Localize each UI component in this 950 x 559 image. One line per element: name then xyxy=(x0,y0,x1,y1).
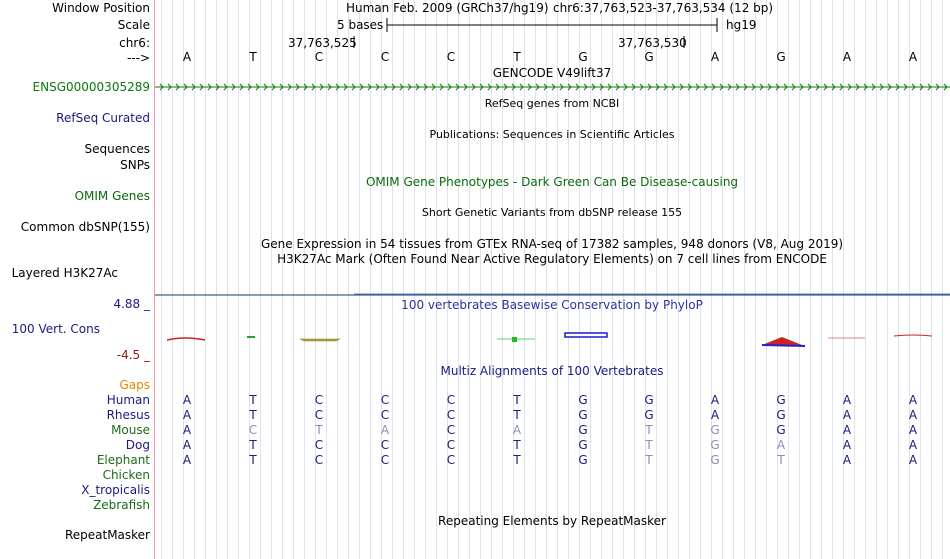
alignment-base: C xyxy=(446,438,456,452)
species-label[interactable]: Chicken xyxy=(102,468,150,482)
alignment-base: A xyxy=(182,393,192,407)
chromosome-label: chr6: xyxy=(119,36,150,50)
alignment-base: C xyxy=(446,393,456,407)
alignment-base: C xyxy=(314,408,324,422)
alignment-base: T xyxy=(777,453,785,467)
omim-track-title[interactable]: OMIM Gene Phenotypes - Dark Green Can Be Disease-causing xyxy=(365,175,739,189)
phylop-mark-10 xyxy=(894,335,932,336)
reference-base: C xyxy=(446,50,456,64)
sequences-track-label[interactable]: Sequences xyxy=(84,142,150,156)
phylop-mark-5 xyxy=(512,337,517,342)
alignment-base: G xyxy=(644,408,654,422)
species-label[interactable]: Zebrafish xyxy=(93,498,150,512)
alignment-base: A xyxy=(842,453,852,467)
gene-id-label[interactable]: ENSG00000305289 xyxy=(32,80,150,94)
reference-base: A xyxy=(710,50,720,64)
alignment-base: G xyxy=(710,438,720,452)
alignment-base: G xyxy=(776,393,786,407)
alignment-base: C xyxy=(314,453,324,467)
alignment-base: A xyxy=(182,423,192,437)
omim-track-label[interactable]: OMIM Genes xyxy=(74,189,150,203)
alignment-base: T xyxy=(249,393,257,407)
reference-base: T xyxy=(513,50,521,64)
scale-db-label: hg19 xyxy=(726,18,757,32)
coord-right-label: 37,763,530 xyxy=(618,36,687,50)
reference-base: A xyxy=(842,50,852,64)
alignment-base: G xyxy=(776,423,786,437)
alignment-base: C xyxy=(380,393,390,407)
scale-label: Scale xyxy=(117,18,150,32)
strand-arrow-label: ---> xyxy=(126,51,150,65)
multiz-track-title[interactable]: Multiz Alignments of 100 Vertebrates xyxy=(440,364,664,378)
alignment-base: A xyxy=(842,438,852,452)
reference-base: A xyxy=(182,50,192,64)
reference-base: T xyxy=(249,50,257,64)
reference-base: C xyxy=(314,50,324,64)
alignment-base: T xyxy=(645,453,653,467)
refseq-track-title[interactable]: RefSeq genes from NCBI xyxy=(484,97,620,110)
phylop-mark-7 xyxy=(762,337,802,345)
snps-track-label[interactable]: SNPs xyxy=(120,158,150,172)
alignment-base: T xyxy=(645,438,653,452)
phylop-min-label: -4.5 _ xyxy=(116,348,150,362)
conservation-track-label[interactable]: 100 Vert. Cons xyxy=(11,322,100,336)
phylop-mark-8 xyxy=(762,345,805,346)
alignment-base: G xyxy=(644,393,654,407)
alignment-base: A xyxy=(908,423,918,437)
alignment-base: C xyxy=(380,408,390,422)
alignment-base: C xyxy=(248,423,258,437)
alignment-base: G xyxy=(578,453,588,467)
alignment-base: T xyxy=(249,453,257,467)
repeatmasker-track-label[interactable]: RepeatMasker xyxy=(64,528,150,542)
alignment-base: A xyxy=(380,423,390,437)
alignment-base: A xyxy=(182,438,192,452)
assembly-label: Human Feb. 2009 (GRCh37/hg19) xyxy=(346,1,549,15)
alignment-base: C xyxy=(446,453,456,467)
gtex-track-title[interactable]: Gene Expression in 54 tissues from GTEx RNA-seq of 17382 samples, 948 donors (V8, Aug 2019) xyxy=(260,237,844,251)
phylop-max-label: 4.88 _ xyxy=(113,297,150,311)
alignment-base: T xyxy=(513,438,521,452)
species-label[interactable]: Human xyxy=(106,393,150,407)
repeatmasker-track-title[interactable]: Repeating Elements by RepeatMasker xyxy=(438,514,666,528)
alignment-base: C xyxy=(446,408,456,422)
alignment-base: A xyxy=(512,423,522,437)
h3k27ac-track-title[interactable]: H3K27Ac Mark (Often Found Near Active Regulatory Elements) on 7 cell lines from ENCODE xyxy=(277,252,827,266)
reference-base: G xyxy=(776,50,786,64)
alignment-base: A xyxy=(842,393,852,407)
phylop-mark-1 xyxy=(167,338,205,340)
alignment-base: A xyxy=(182,453,192,467)
alignment-base: T xyxy=(315,423,323,437)
alignment-base: C xyxy=(446,423,456,437)
alignment-base: A xyxy=(908,453,918,467)
alignment-base: A xyxy=(710,408,720,422)
alignment-base: A xyxy=(182,408,192,422)
alignment-base: A xyxy=(842,408,852,422)
phylop-mark-6 xyxy=(565,333,607,337)
alignment-base: G xyxy=(710,423,720,437)
species-label[interactable]: X_tropicalis xyxy=(81,483,150,497)
species-label[interactable]: Mouse xyxy=(111,423,150,437)
publications-track-title[interactable]: Publications: Sequences in Scientific Articles xyxy=(429,128,675,141)
alignment-base: A xyxy=(776,438,786,452)
alignment-base: G xyxy=(578,423,588,437)
alignment-base: G xyxy=(578,408,588,422)
alignment-base: T xyxy=(249,438,257,452)
reference-base: C xyxy=(380,50,390,64)
alignment-base: T xyxy=(513,393,521,407)
reference-base: G xyxy=(644,50,654,64)
alignment-base: A xyxy=(710,393,720,407)
alignment-base: T xyxy=(249,408,257,422)
alignment-base: A xyxy=(908,393,918,407)
alignment-base: C xyxy=(380,453,390,467)
coord-left-label: 37,763,525 xyxy=(288,36,357,50)
phylop-mark-3 xyxy=(300,339,340,341)
common-dbsnp-track-label[interactable]: Common dbSNP(155) xyxy=(20,220,150,234)
alignment-base: C xyxy=(314,438,324,452)
alignment-base: G xyxy=(578,438,588,452)
position-label: chr6:37,763,523-37,763,534 (12 bp) xyxy=(553,1,774,15)
alignment-base: A xyxy=(842,423,852,437)
reference-base: A xyxy=(908,50,918,64)
alignment-base: C xyxy=(314,393,324,407)
alignment-base: G xyxy=(710,453,720,467)
alignment-base: C xyxy=(380,438,390,452)
window-position-label: Window Position xyxy=(52,1,150,15)
alignment-base: T xyxy=(513,453,521,467)
alignment-base: G xyxy=(578,393,588,407)
alignment-base: T xyxy=(645,423,653,437)
layered-h3k27ac-track-label[interactable]: Layered H3K27Ac xyxy=(11,266,118,280)
phylop-track-title[interactable]: 100 vertebrates Basewise Conservation by PhyloP xyxy=(401,298,703,312)
species-label[interactable]: Dog xyxy=(125,438,150,452)
species-label[interactable]: Elephant xyxy=(96,453,150,467)
refseq-track-label[interactable]: RefSeq Curated xyxy=(56,111,150,125)
gencode-track-title[interactable]: GENCODE V49lift37 xyxy=(492,66,612,80)
alignment-base: T xyxy=(513,408,521,422)
alignment-base: A xyxy=(908,438,918,452)
gaps-label: Gaps xyxy=(119,378,150,392)
reference-base: G xyxy=(578,50,588,64)
alignment-base: A xyxy=(908,408,918,422)
scale-bar-label: 5 bases xyxy=(337,18,384,32)
alignment-base: G xyxy=(776,408,786,422)
species-label[interactable]: Rhesus xyxy=(106,408,150,422)
dbsnp-track-title[interactable]: Short Genetic Variants from dbSNP release 155 xyxy=(421,206,683,219)
